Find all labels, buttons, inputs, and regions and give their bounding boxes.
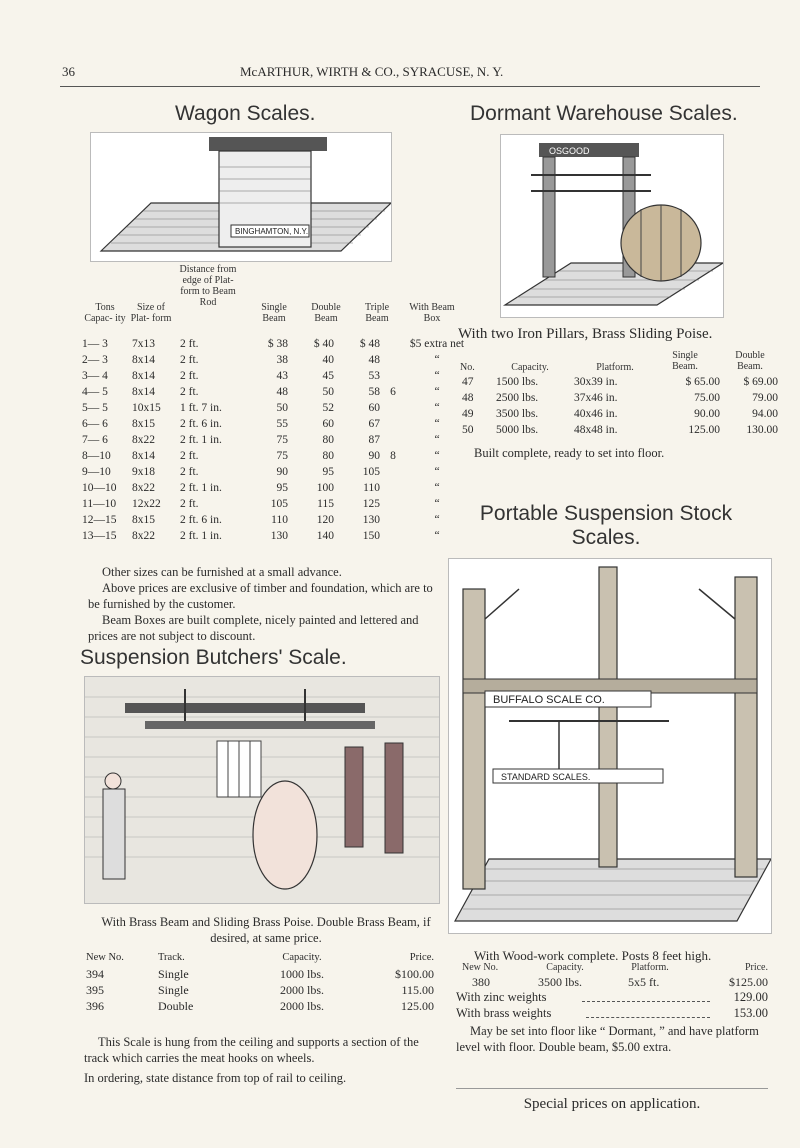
cell-box-num: 6 (390, 386, 396, 398)
cell-triple: 60 (368, 402, 380, 414)
cell-platform: 37x46 in. (574, 392, 618, 404)
cell-box-num (382, 512, 404, 528)
table-row (80, 416, 470, 432)
cell-single: 75 (276, 450, 288, 462)
header-rule (60, 86, 760, 87)
cell-distance: 2 ft. 6 in. (180, 418, 222, 430)
cell-single: 110 (271, 514, 288, 526)
col-with-beam-box: With Beam Box (409, 302, 455, 324)
col-butchers-price: Price. (409, 952, 434, 963)
col-double-beam: Double Beam (311, 302, 341, 324)
cell-box: “ (434, 386, 440, 398)
portable-brass-label: With brass weights (456, 1006, 552, 1020)
portable-row-price: $125.00 (729, 975, 768, 989)
cell-double: 79.00 (752, 392, 778, 404)
cell-size: 8x22 (132, 434, 155, 446)
cell-double: 45 (322, 370, 334, 382)
cell-size: 7x13 (132, 338, 155, 350)
table-row (80, 352, 470, 368)
cell-single: 105 (270, 498, 288, 510)
cell-no: 394 (86, 967, 104, 981)
table-row (80, 400, 470, 416)
cell-single: 130 (270, 530, 288, 542)
cell-distance: 2 ft. (180, 370, 199, 382)
cell-no: 396 (86, 999, 104, 1013)
cell-box: “ (434, 530, 440, 542)
cell-single: 95 (276, 482, 288, 494)
portable-row-no: 380 (472, 975, 490, 989)
cell-distance: 2 ft. (180, 354, 199, 366)
cell-triple: 130 (362, 514, 380, 526)
butchers-scale-title: Suspension Butchers' Scale. (80, 646, 347, 669)
cell-size: 10x15 (132, 402, 161, 414)
cell-single: $ 65.00 (685, 376, 720, 388)
portable-row-platform: 5x5 ft. (628, 975, 660, 989)
cell-double: $ 69.00 (743, 376, 778, 388)
cell-capacity: 11—10 (82, 498, 117, 510)
col-size-platform: Size of Plat- form (130, 302, 172, 324)
table-row (80, 448, 470, 464)
cell-single: 90 (276, 466, 288, 478)
cell-double: 94.00 (752, 408, 778, 420)
table-row (84, 982, 436, 998)
cell-size: 8x14 (132, 450, 155, 462)
table-row (80, 512, 470, 528)
portable-scale-illustration (448, 558, 772, 934)
portable-brass-leader (586, 1017, 710, 1018)
dormant-scales-title: Dormant Warehouse Scales. (470, 102, 738, 125)
butchers-notes (84, 1034, 438, 1086)
cell-size: 8x22 (132, 482, 155, 494)
wagon-notes (88, 564, 438, 644)
cell-platform: 30x39 in. (574, 376, 618, 388)
cell-triple: 90 (368, 450, 380, 462)
col-dormant-capacity: Capacity. (511, 362, 549, 373)
cell-box: “ (434, 450, 440, 462)
table-row (460, 406, 780, 422)
portable-note: May be set into floor like “ Dormant, ” and have platform level with floor. Double beam, $5.00 extra. (456, 1024, 759, 1054)
cell-track: Single (158, 967, 189, 981)
cell-single: 125.00 (688, 424, 720, 436)
special-prices-note: Special prices on application. (523, 1096, 701, 1112)
col-triple-beam: Triple Beam (364, 302, 390, 324)
dormant-subtitle: With two Iron Pillars, Brass Sliding Poise. (458, 326, 713, 342)
table-row (80, 464, 470, 480)
cell-triple: 58 (368, 386, 380, 398)
cell-double: 115 (317, 498, 334, 510)
col-portable-capacity: Capacity. (546, 962, 584, 973)
cell-triple: $ 48 (359, 338, 380, 350)
col-distance: Distance from edge of Plat- form to Beam Rod (179, 264, 237, 308)
butchers-scale-illustration (84, 676, 440, 904)
cell-single: 48 (276, 386, 288, 398)
cell-double: 130.00 (746, 424, 778, 436)
col-portable-no: New No. (462, 962, 499, 973)
butchers-note-1: This Scale is hung from the ceiling and supports a section of the track which carries the meat hooks on wheels. (84, 1035, 419, 1065)
wagon-scales-title: Wagon Scales. (175, 102, 316, 125)
cell-capacity: 3500 lbs. (496, 408, 539, 420)
cell-distance: 1 ft. 7 in. (180, 402, 222, 414)
col-dormant-platform: Platform. (596, 362, 634, 373)
cell-platform: 40x46 in. (574, 408, 618, 420)
cell-capacity: 9—10 (82, 466, 111, 478)
portable-brass-price: 153.00 (733, 1006, 768, 1020)
cell-capacity: 1— 3 (82, 338, 108, 350)
butchers-caption: With Brass Beam and Sliding Brass Poise. Double Brass Beam, if desired, at same price. (101, 915, 431, 945)
cell-single: 75 (276, 434, 288, 446)
cell-price: 125.00 (401, 999, 434, 1013)
cell-box: “ (434, 370, 440, 382)
dormant-scale-illustration (500, 134, 724, 318)
cell-box: “ (434, 354, 440, 366)
cell-box-num (382, 368, 404, 384)
cell-capacity: 1500 lbs. (496, 376, 539, 388)
cell-distance: 2 ft. 1 in. (180, 434, 222, 446)
cell-double: 100 (316, 482, 334, 494)
cell-size: 8x14 (132, 354, 155, 366)
cell-box: “ (434, 418, 440, 430)
cell-no: 395 (86, 983, 104, 997)
cell-track: Double (158, 999, 194, 1013)
cell-double: 80 (322, 450, 334, 462)
wagon-note-1: Other sizes can be furnished at a small advance. (102, 565, 342, 579)
table-row (80, 336, 470, 352)
cell-triple: 125 (362, 498, 380, 510)
col-butchers-no: New No. (86, 952, 124, 963)
cell-capacity: 13—15 (82, 530, 117, 542)
cell-box: “ (434, 482, 440, 494)
cell-size: 8x15 (132, 418, 155, 430)
cell-capacity: 4— 5 (82, 386, 108, 398)
dormant-scales-table (460, 348, 780, 438)
table-row (80, 528, 470, 544)
col-tons-capacity: Tons Capac- ity (84, 302, 126, 324)
cell-size: 8x22 (132, 530, 155, 542)
cell-no: 50 (462, 424, 474, 436)
cell-size: 8x14 (132, 386, 155, 398)
cell-triple: 67 (368, 418, 380, 430)
portable-row-capacity: 3500 lbs. (538, 975, 583, 989)
cell-single: 38 (276, 354, 288, 366)
butchers-scales-table (84, 950, 436, 1014)
cell-distance: 2 ft. (180, 466, 199, 478)
table-row (460, 374, 780, 390)
table-row (80, 496, 470, 512)
col-dormant-no: No. (460, 362, 475, 373)
cell-size: 8x14 (132, 370, 155, 382)
col-portable-platform: Platform. (631, 962, 669, 973)
cell-single: 75.00 (694, 392, 720, 404)
cell-double: $ 40 (313, 338, 334, 350)
cell-capacity: 2500 lbs. (496, 392, 539, 404)
table-row (84, 966, 436, 982)
dormant-note: Built complete, ready to set into floor. (474, 446, 665, 460)
col-dormant-single: Single Beam. (672, 350, 698, 372)
page-number: 36 (62, 64, 75, 79)
cell-distance: 2 ft. (180, 386, 199, 398)
cell-capacity: 12—15 (82, 514, 117, 526)
cell-box: “ (434, 514, 440, 526)
portable-zinc-price: 129.00 (733, 990, 768, 1004)
cell-box-num (382, 496, 404, 512)
cell-box: “ (434, 434, 440, 446)
portable-caption: With Wood-work complete. Posts 8 feet high. (474, 948, 712, 963)
portable-scales-table (456, 962, 768, 1055)
cell-box-num (382, 432, 404, 448)
cell-single: 43 (276, 370, 288, 382)
cell-capacity: 10—10 (82, 482, 117, 494)
portable-scales-title-line1: Portable Suspension Stock (479, 502, 733, 525)
cell-capacity: 6— 6 (82, 418, 108, 430)
cell-box: “ (434, 402, 440, 414)
cell-single: $ 38 (267, 338, 288, 350)
cell-box-num (382, 528, 404, 544)
cell-capacity: 7— 6 (82, 434, 108, 446)
cell-price: $100.00 (395, 967, 434, 981)
cell-double: 52 (322, 402, 334, 414)
portable-zinc-label: With zinc weights (456, 990, 547, 1004)
cell-no: 47 (462, 376, 474, 388)
table-row (460, 422, 780, 438)
col-portable-price: Price. (744, 962, 768, 973)
cell-capacity: 2— 3 (82, 354, 108, 366)
table-row (84, 998, 436, 1014)
cell-double: 60 (322, 418, 334, 430)
cell-no: 48 (462, 392, 474, 404)
cell-capacity: 8—10 (82, 450, 111, 462)
cell-price: 115.00 (401, 983, 434, 997)
dormant-illustration-label: OSGOOD (549, 146, 590, 156)
page-header-title: McARTHUR, WIRTH & CO., SYRACUSE, N. Y. (240, 64, 504, 79)
cell-double: 120 (316, 514, 334, 526)
cell-box: “ (434, 466, 440, 478)
cell-distance: 2 ft. (180, 498, 199, 510)
wagon-note-3: Beam Boxes are built complete, nicely painted and lettered and prices are not subject to discount. (88, 613, 419, 643)
cell-distance: 2 ft. (180, 338, 199, 350)
cell-box-num (382, 336, 404, 352)
cell-box: “ (434, 498, 440, 510)
table-row (80, 432, 470, 448)
cell-capacity: 3— 4 (82, 370, 108, 382)
portable-illustration-label-bottom: STANDARD SCALES. (501, 772, 591, 782)
cell-box-num: 8 (390, 450, 396, 462)
cell-no: 49 (462, 408, 474, 420)
cell-triple: 150 (362, 530, 380, 542)
cell-box: $5 extra net (409, 338, 465, 350)
cell-double: 50 (322, 386, 334, 398)
cell-track: Single (158, 983, 189, 997)
cell-triple: 48 (368, 354, 380, 366)
cell-capacity: 1000 lbs. (279, 967, 324, 981)
cell-triple: 87 (368, 434, 380, 446)
portable-scales-title-line2: Scales. (571, 526, 641, 549)
col-butchers-track: Track. (158, 952, 185, 963)
cell-double: 80 (322, 434, 334, 446)
portable-rule (456, 1088, 768, 1089)
table-row (460, 390, 780, 406)
portable-zinc-leader (582, 1001, 710, 1002)
cell-capacity: 2000 lbs. (279, 983, 324, 997)
cell-triple: 53 (368, 370, 380, 382)
col-butchers-capacity: Capacity. (282, 952, 322, 963)
cell-distance: 2 ft. 1 in. (180, 530, 222, 542)
col-single-beam: Single Beam (261, 302, 287, 324)
cell-box-num (382, 416, 404, 432)
cell-double: 140 (316, 530, 334, 542)
cell-capacity: 5— 5 (82, 402, 108, 414)
cell-size: 9x18 (132, 466, 155, 478)
cell-single: 90.00 (694, 408, 720, 420)
butchers-note-2: In ordering, state distance from top of rail to ceiling. (84, 1071, 347, 1085)
cell-double: 40 (322, 354, 334, 366)
cell-distance: 2 ft. 6 in. (180, 514, 222, 526)
table-row (80, 384, 470, 400)
cell-triple: 110 (363, 482, 380, 494)
cell-double: 95 (322, 466, 334, 478)
cell-box-num (382, 352, 404, 368)
cell-distance: 2 ft. (180, 450, 199, 462)
table-row (80, 480, 470, 496)
wagon-note-2: Above prices are exclusive of timber and foundation, which are to be furnished by the customer. (88, 581, 433, 611)
cell-box-num (382, 464, 404, 480)
cell-size: 12x22 (132, 498, 161, 510)
cell-platform: 48x48 in. (574, 424, 618, 436)
cell-size: 8x15 (132, 514, 155, 526)
cell-capacity: 2000 lbs. (279, 999, 324, 1013)
cell-single: 50 (276, 402, 288, 414)
wagon-scales-table (80, 264, 470, 544)
cell-capacity: 5000 lbs. (496, 424, 539, 436)
col-dormant-double: Double Beam. (735, 350, 765, 372)
cell-box-num (382, 400, 404, 416)
wagon-scale-illustration (90, 132, 392, 262)
portable-illustration-label-top: BUFFALO SCALE CO. (493, 694, 605, 706)
table-row (80, 368, 470, 384)
cell-distance: 2 ft. 1 in. (180, 482, 222, 494)
wagon-illustration-label: BINGHAMTON, N.Y. (235, 227, 309, 236)
cell-single: 55 (276, 418, 288, 430)
cell-box-num (382, 480, 404, 496)
cell-triple: 105 (362, 466, 380, 478)
